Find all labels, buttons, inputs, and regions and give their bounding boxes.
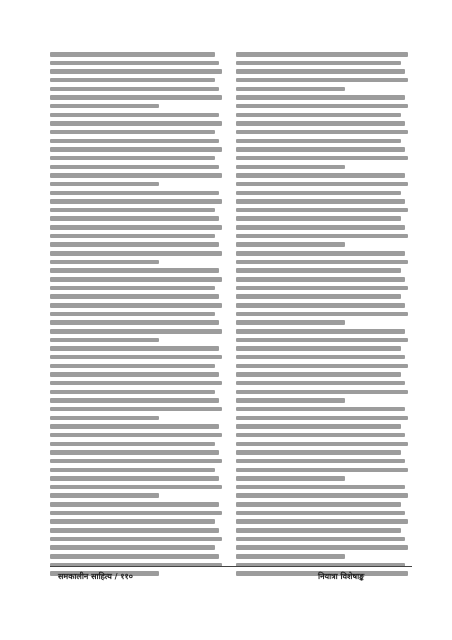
text-line [236,208,408,213]
text-line [236,364,408,369]
text-line [236,407,405,412]
text-line [236,251,405,256]
text-line [236,390,408,395]
text-line [50,320,219,325]
text-line [236,493,408,498]
text-line [50,139,219,144]
text-line [50,294,219,299]
text-line [50,268,219,273]
text-line [50,303,222,308]
text-line [50,424,219,429]
text-line [50,61,219,66]
text-line [236,156,408,161]
running-footer-left: समकालीन साहित्य / ११० [58,572,133,581]
text-line [236,165,345,170]
text-line [236,537,405,542]
text-line [50,121,222,126]
text-line [236,398,345,403]
text-line [236,545,408,550]
text-line [236,286,408,291]
text-line [50,156,215,161]
text-line [50,95,222,100]
text-line [50,104,159,109]
text-line [236,442,408,447]
text-line [50,407,222,412]
text-line [236,121,405,126]
text-line [236,225,405,230]
text-line [50,173,222,178]
text-column-right [236,52,412,580]
text-line [236,433,405,438]
footer-rule [50,566,412,567]
text-line [50,476,219,481]
text-line [236,104,408,109]
text-line [50,69,222,74]
text-line [236,234,408,239]
text-line [236,130,408,135]
text-line [236,69,405,74]
text-line [236,519,408,524]
text-line [50,511,222,516]
text-line [50,372,219,377]
text-line [50,130,215,135]
text-line [236,346,401,351]
text-line [236,268,401,273]
text-line [50,433,222,438]
text-line [236,294,401,299]
text-line [236,372,401,377]
text-line [236,450,401,455]
text-line [236,468,408,473]
text-line [236,61,401,66]
text-line [50,191,219,196]
text-line [236,485,405,490]
text-line [50,355,222,360]
text-line [236,191,401,196]
text-line [236,95,405,100]
text-column-left [50,52,226,580]
text-line [50,485,222,490]
text-line [50,329,222,334]
text-line [236,312,408,317]
text-line [50,346,219,351]
text-line [50,519,215,524]
text-line [50,537,222,542]
text-line [50,234,215,239]
text-line [50,398,219,403]
running-footer-right: नियात्रा विशेषाङ्क [318,572,365,581]
text-line [236,303,405,308]
text-line [50,199,222,204]
text-line [236,381,405,386]
text-line [50,182,159,187]
text-line [50,502,219,507]
text-line [236,511,405,516]
text-line [50,147,222,152]
text-line [236,459,405,464]
text-line [50,338,159,343]
text-line [236,52,408,57]
text-line [50,225,222,230]
text-line [236,87,345,92]
text-line [50,286,215,291]
text-line [50,554,219,559]
text-line [50,545,215,550]
text-line [50,416,159,421]
text-line [50,468,215,473]
text-line [50,277,222,282]
text-line [50,312,215,317]
text-line [50,260,159,265]
text-line [236,502,401,507]
text-line [50,450,219,455]
text-line [236,476,345,481]
text-line [236,416,408,421]
text-line [236,173,405,178]
text-line [50,165,219,170]
text-line [50,528,219,533]
text-line [50,208,215,213]
text-line [236,329,405,334]
text-line [236,147,405,152]
text-line [236,277,405,282]
text-line [50,459,222,464]
text-line [50,493,159,498]
text-line [236,182,408,187]
text-line [50,242,219,247]
text-line [50,390,215,395]
text-line [236,199,405,204]
text-line [50,442,215,447]
text-line [236,216,401,221]
text-line [236,113,401,118]
text-line [50,216,219,221]
text-line [236,355,405,360]
text-line [50,364,215,369]
text-line [236,554,345,559]
text-line [236,424,401,429]
text-line [50,78,215,83]
text-line [236,528,401,533]
text-line [236,338,408,343]
text-line [236,260,408,265]
text-line [236,139,401,144]
text-line [50,251,222,256]
text-line [50,52,215,57]
text-line [236,242,345,247]
text-line [236,78,408,83]
text-line [50,381,222,386]
text-line [50,113,219,118]
text-line [50,87,219,92]
text-line [236,320,345,325]
